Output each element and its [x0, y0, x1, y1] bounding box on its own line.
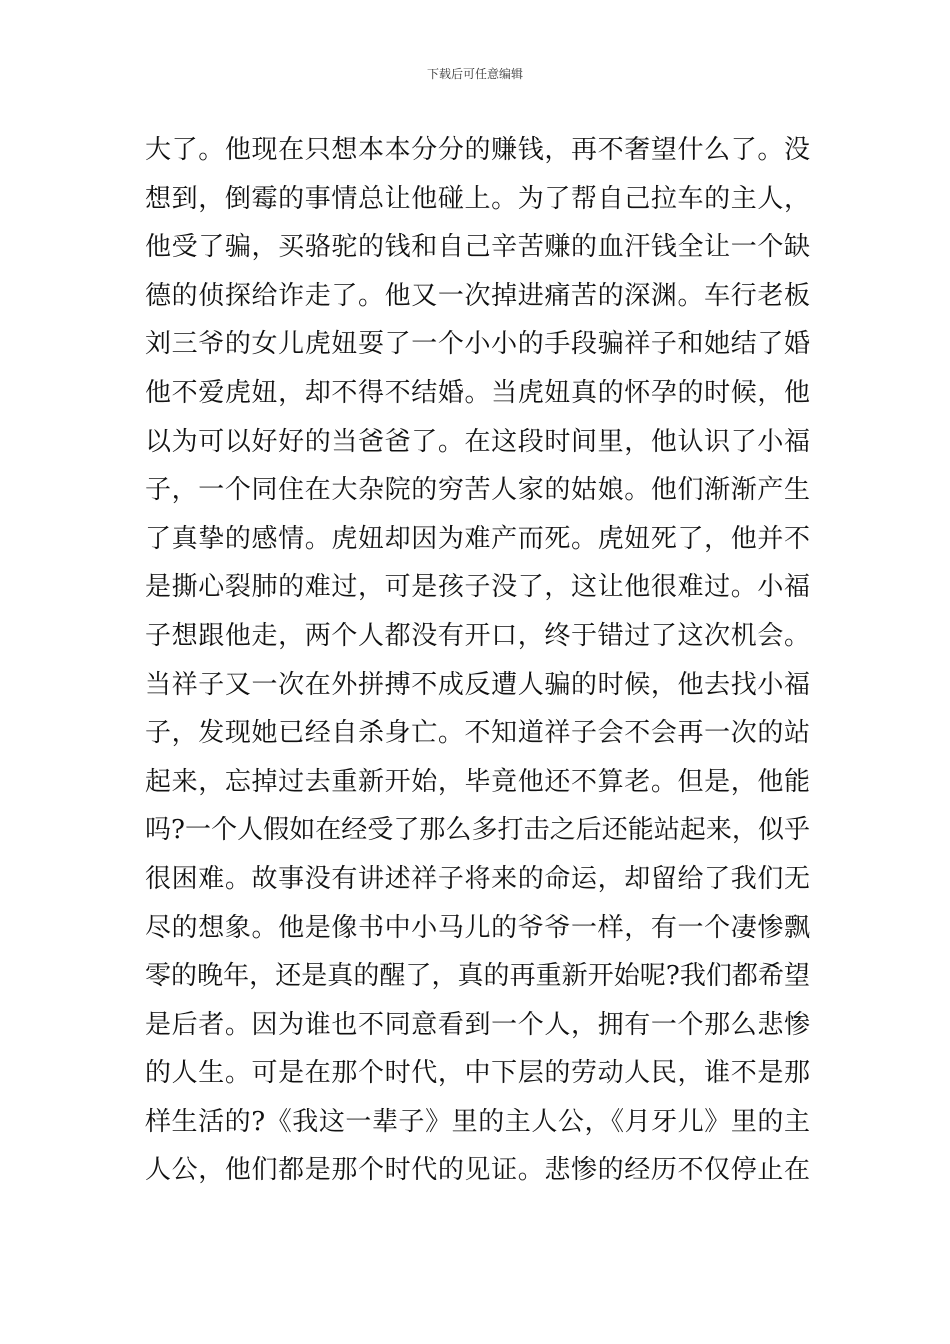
text-line: 子想跟他走，两个人都没有开口，终于错过了这次机会。 [145, 620, 810, 651]
text-line: 吗?一个人假如在经受了那么多打击之后还能站起来，似乎 [145, 815, 810, 846]
text-line: 是撕心裂肺的难过，可是孩子没了，这让他很难过。小福 [145, 572, 810, 603]
text-line: 零的晚年，还是真的醒了，真的再重新开始呢?我们都希望 [145, 961, 810, 992]
text-line: 子，一个同住在大杂院的穷苦人家的姑娘。他们渐渐产生 [145, 475, 810, 506]
text-line: 是后者。因为谁也不同意看到一个人，拥有一个那么悲惨 [145, 1009, 810, 1040]
text-line: 大了。他现在只想本本分分的赚钱，再不奢望什么了。没 [145, 135, 810, 165]
text-line: 样生活的?《我这一辈子》里的主人公，《月牙儿》里的主 [145, 1106, 810, 1137]
text-line: 起来，忘掉过去重新开始，毕竟他还不算老。但是，他能 [145, 766, 810, 797]
text-line: 人公，他们都是那个时代的见证。悲惨的经历不仅停止在 [145, 1155, 810, 1186]
text-line: 了真挚的感情。虎妞却因为难产而死。虎妞死了，他并不 [145, 523, 810, 554]
text-line: 的人生。可是在那个时代，中下层的劳动人民，谁不是那 [145, 1058, 810, 1089]
text-line: 德的侦探给诈走了。他又一次掉进痛苦的深渊。车行老板 [145, 280, 810, 311]
text-line: 当祥子又一次在外拼搏不成反遭人骗的时候，他去找小福 [145, 669, 810, 700]
text-line: 想到，倒霉的事情总让他碰上。为了帮自己拉车的主人， [145, 183, 810, 214]
text-line: 刘三爷的女儿虎妞耍了一个小小的手段骗祥子和她结了婚 [145, 329, 810, 360]
text-line: 尽的想象。他是像书中小马儿的爷爷一样，有一个凄惨飘 [145, 912, 810, 943]
text-line: 子，发现她已经自杀身亡。不知道祥子会不会再一次的站 [145, 718, 810, 749]
text-line: 很困难。故事没有讲述祥子将来的命运，却留给了我们无 [145, 863, 810, 894]
text-line: 他不爱虎妞，却不得不结婚。当虎妞真的怀孕的时候，他 [145, 377, 810, 408]
text-line: 以为可以好好的当爸爸了。在这段时间里，他认识了小福 [145, 426, 810, 457]
text-line: 他受了骗，买骆驼的钱和自己辛苦赚的血汗钱全让一个缺 [145, 232, 810, 263]
page-header: 下载后可任意编辑 [426, 67, 523, 81]
body-text [145, 126, 810, 1195]
